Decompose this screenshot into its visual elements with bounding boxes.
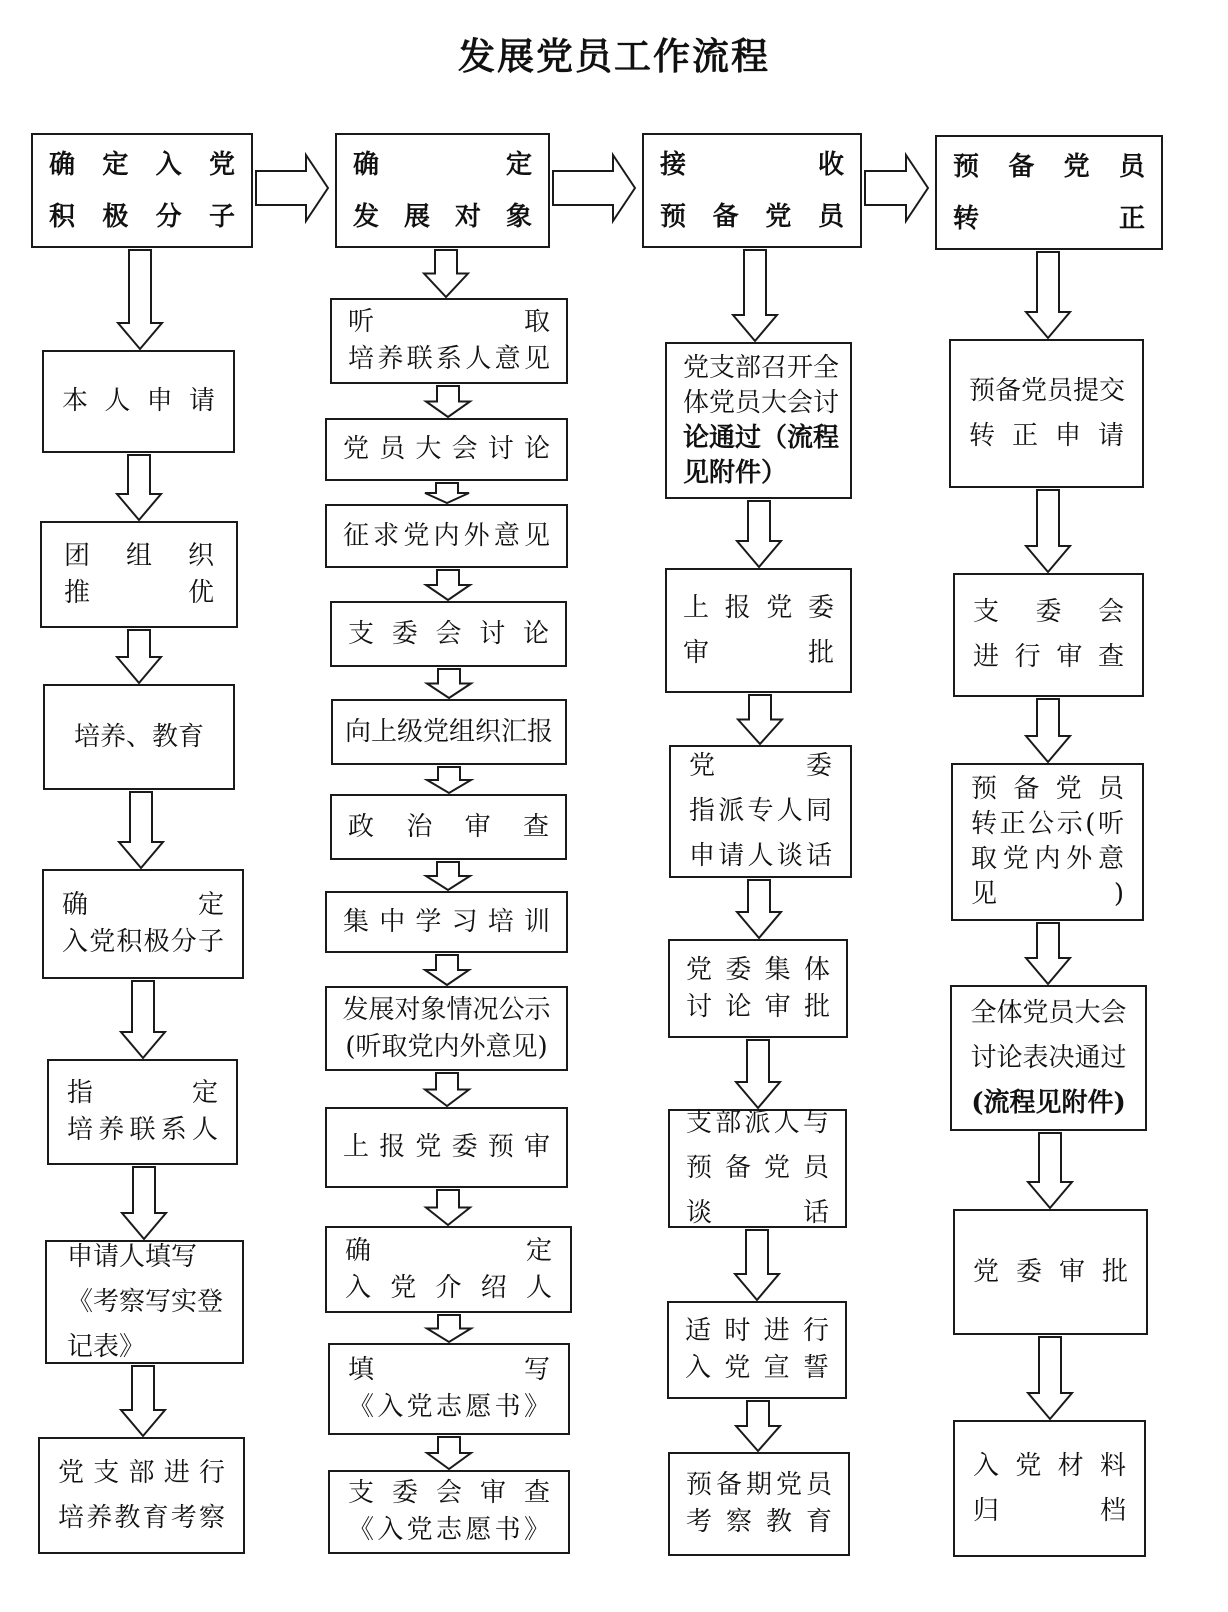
down-arrow <box>737 501 781 567</box>
step-box <box>331 699 567 765</box>
step-box <box>47 1059 238 1165</box>
down-arrow <box>425 483 469 503</box>
box-text-line: 全体党员大会 <box>970 997 1127 1028</box>
box-text-line: 转正申请 <box>969 420 1124 451</box>
step-box <box>669 745 852 878</box>
box-text-line: 培养、教育 <box>73 721 204 752</box>
stage-header-1 <box>31 133 253 248</box>
down-arrow <box>427 669 471 698</box>
box-text-line: 预备党员 <box>686 1153 829 1183</box>
step-box <box>42 350 235 453</box>
stage-header-2 <box>335 133 550 248</box>
box-text-line: 发展对象 <box>353 201 532 232</box>
box-text-line: 讨论审批 <box>686 991 830 1022</box>
step-box <box>325 504 568 568</box>
down-arrow <box>119 792 163 868</box>
step-box <box>330 298 568 384</box>
step-box <box>325 418 568 481</box>
step-box <box>42 869 244 979</box>
step-box <box>951 763 1144 921</box>
box-text-line: 确定入党 <box>49 149 235 180</box>
step-box <box>953 1420 1146 1557</box>
box-text-line: 入党介绍人 <box>345 1272 552 1303</box>
box-text-line: 支委会讨论 <box>348 618 549 649</box>
step-box <box>668 939 848 1038</box>
box-text-line: 申请人谈话 <box>689 841 832 871</box>
down-arrow <box>1026 923 1070 984</box>
box-text-line: 适时进行 <box>685 1316 829 1346</box>
box-text-line: 转正 <box>953 203 1145 234</box>
step-box <box>330 601 567 667</box>
box-text-line: 讨论表决通过 <box>970 1042 1127 1073</box>
down-arrow <box>121 981 165 1058</box>
step-box <box>953 573 1144 697</box>
box-text-line: 确定 <box>353 149 532 180</box>
step-box <box>665 568 852 693</box>
box-text-line: 预备党员提交 <box>969 375 1126 406</box>
step-box <box>328 1470 570 1554</box>
down-arrow <box>424 250 468 297</box>
box-text-line: 申请人填写 <box>67 1241 198 1272</box>
step-box <box>325 1226 572 1313</box>
box-text-line: 本人申请 <box>62 386 215 416</box>
box-text-line: 体党员大会讨 <box>683 387 840 418</box>
box-text-line: 向上级党组织汇报 <box>344 716 553 747</box>
box-text-line: (流程见附件) <box>971 1087 1126 1118</box>
box-text-line: 审批 <box>683 637 834 668</box>
box-text-line: 见附件） <box>683 457 788 488</box>
box-text-line: (听取党内外意见) <box>345 1031 548 1062</box>
box-text-line: 党支部召开全 <box>683 352 840 383</box>
down-arrow <box>122 1167 166 1239</box>
box-text-line: 转正公示(听 <box>971 809 1124 839</box>
box-text-line: 入党材料 <box>973 1450 1126 1481</box>
box-text-line: 确定 <box>62 890 224 920</box>
box-text-line: 接收 <box>660 149 844 180</box>
down-arrow <box>117 630 161 683</box>
box-text-line: 上报党委预审 <box>343 1132 550 1162</box>
down-arrow <box>426 1190 470 1225</box>
box-text-line: 支委会审查 <box>348 1478 550 1508</box>
down-arrow <box>427 1315 471 1342</box>
step-box <box>949 339 1144 488</box>
box-text-line: 培养教育考察 <box>58 1502 225 1533</box>
down-arrow <box>426 862 470 890</box>
box-text-line: 谈话 <box>686 1198 829 1228</box>
box-text-line: 《考察写实登 <box>67 1286 224 1317</box>
step-box <box>667 1301 847 1399</box>
step-box <box>38 1437 245 1554</box>
box-text-line: 团组织 <box>64 540 214 571</box>
page-title: 发展党员工作流程 <box>458 34 770 78</box>
down-arrow <box>426 570 470 600</box>
box-text-line: 见) <box>971 879 1124 909</box>
down-arrow <box>425 1073 469 1106</box>
box-text-line: 听取 <box>348 307 550 337</box>
box-text-line: 预备党员 <box>660 201 844 232</box>
box-text-line: 论通过（流程 <box>683 422 840 453</box>
box-text-line: 征求党内外意见 <box>343 520 550 551</box>
down-arrow <box>1026 252 1070 338</box>
step-box <box>330 794 567 860</box>
down-arrow <box>735 1230 779 1300</box>
box-text-line: 指派专人同 <box>689 796 832 826</box>
box-text-line: 《入党志愿书》 <box>348 1515 550 1545</box>
right-arrow <box>865 155 928 221</box>
box-text-line: 考察教育 <box>686 1507 832 1537</box>
down-arrow <box>736 1401 780 1451</box>
box-text-line: 《入党志愿书》 <box>348 1392 550 1422</box>
box-text-line: 党委 <box>689 751 832 781</box>
step-box <box>43 684 235 790</box>
box-text-line: 党员大会讨论 <box>343 434 550 464</box>
down-arrow <box>1026 490 1070 572</box>
down-arrow <box>737 880 781 938</box>
down-arrow <box>118 250 162 349</box>
down-arrow <box>427 1437 471 1469</box>
down-arrow <box>733 250 777 341</box>
down-arrow <box>1026 699 1070 762</box>
down-arrow <box>1028 1133 1072 1208</box>
down-arrow <box>738 695 782 744</box>
step-box <box>950 985 1147 1131</box>
box-text-line: 归档 <box>973 1495 1126 1526</box>
down-arrow <box>425 955 469 985</box>
step-box <box>325 986 568 1071</box>
step-box <box>668 1452 850 1556</box>
box-text-line: 集中学习培训 <box>343 906 550 937</box>
step-box <box>45 1240 244 1364</box>
stage-header-4 <box>935 135 1163 250</box>
down-arrow <box>121 1366 165 1436</box>
box-text-line: 积极分子 <box>49 201 235 232</box>
box-text-line: 入党宣誓 <box>685 1353 829 1383</box>
box-text-line: 进行审查 <box>973 642 1124 672</box>
step-box <box>325 1107 568 1188</box>
step-box <box>953 1209 1148 1335</box>
step-box <box>328 1343 570 1435</box>
right-arrow <box>553 155 635 221</box>
box-text-line: 预备期党员 <box>686 1470 832 1500</box>
step-box <box>668 1109 847 1228</box>
down-arrow <box>427 767 471 793</box>
step-box <box>325 891 568 953</box>
box-text-line: 预备党员 <box>953 151 1145 182</box>
step-box <box>40 521 238 628</box>
down-arrow <box>117 455 161 520</box>
down-arrow <box>1028 1337 1072 1419</box>
box-text-line: 填写 <box>348 1355 550 1385</box>
box-text-line: 指定 <box>67 1078 218 1108</box>
box-text-line: 确定 <box>345 1235 552 1266</box>
box-text-line: 取党内外意 <box>971 844 1124 874</box>
box-text-line: 政治审查 <box>348 811 549 842</box>
box-text-line: 记表》 <box>67 1331 146 1362</box>
box-text-line: 党委集体 <box>686 954 830 985</box>
box-text-line: 发展对象情况公示 <box>342 994 551 1025</box>
down-arrow <box>736 1040 780 1108</box>
box-text-line: 党委审批 <box>973 1256 1128 1287</box>
box-text-line: 入党积极分子 <box>62 927 224 957</box>
box-text-line: 支委会 <box>973 597 1124 627</box>
stage-header-3 <box>642 133 862 248</box>
box-text-line: 预备党员 <box>971 774 1124 804</box>
box-text-line: 培养联系人 <box>67 1115 218 1145</box>
box-text-line: 支部派人与 <box>686 1108 829 1138</box>
box-text-line: 推优 <box>64 577 214 608</box>
down-arrow <box>426 386 470 417</box>
right-arrow <box>256 155 328 221</box>
box-text-line: 上报党委 <box>683 592 834 623</box>
step-box <box>665 342 852 499</box>
box-text-line: 党支部进行 <box>58 1457 225 1488</box>
box-text-line: 培养联系人意见 <box>348 344 550 374</box>
